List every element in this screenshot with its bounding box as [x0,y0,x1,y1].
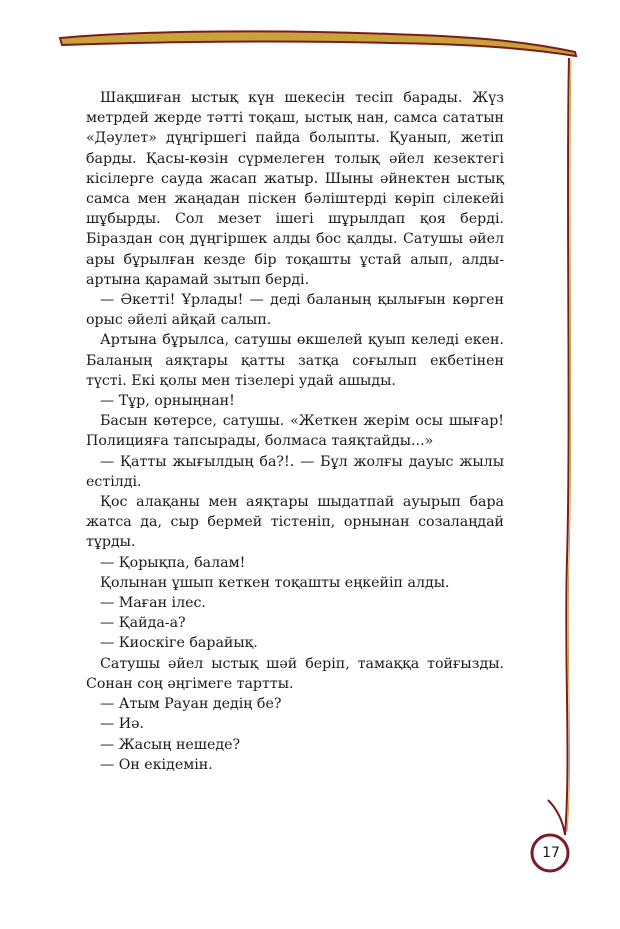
paragraph: — Жасың нешеде? [100,736,241,753]
paragraph: — Маған ілес. [100,595,206,612]
paragraph: Сатушы әйел ыстық шәй беріп, тамаққа тойғызды. Сонан соң әңгімеге тартты. [86,655,504,692]
paragraph: Қолынан ұшып кеткен тоқашты еңкейіп алды. [100,574,450,591]
paragraph: — Тұр, орныңнан! [100,393,235,410]
paragraph: — Қорықпа, балам! [100,554,246,571]
paragraph: — Қайда-а? [100,615,186,632]
paragraph: — Қатты жығылдың ба?!. — Бұл жолғы дауыс жылы естілді. [86,453,504,490]
paragraph: — Он екідемін. [100,756,213,773]
paragraph: — Киоскіге барайық. [100,635,258,652]
right-vertical-line [565,58,569,835]
hook-tail [548,800,565,835]
paragraph: Қос алақаны мен аяқтары шыдатпай ауырып бара жатса да, сыр бермей тістеніп, орнынан созалаңдай тұрды. [86,494,504,551]
paragraph: Артына бұрылса, сатушы өкшелей қуып келеді екен. Баланың аяқтары қатты затқа соғылып екбетінен түсті. Екі қолы мен тізелері удай ашыды. [86,332,504,389]
paragraph: — Әкетті! Ұрлады! — деді баланың қылығын көрген орыс әйелі айқай салып. [86,292,504,329]
page-number: 17 [542,845,560,861]
top-brush-stroke [60,31,576,56]
page-text [86,88,504,775]
paragraph: — Иә. [100,716,144,733]
paragraph: — Атым Рауан дедің бе? [100,696,282,713]
paragraph: Шақшиған ыстық күн шекесін тесіп барады. Жүз метрдей жерде тәтті тоқаш, ыстық нан, самса сататын «Дәулет» дүңгіршегі пайда болыпты. Қуанып, жетіп барды. Қасы-көзін сүрмелеген толық әйел кезектегі кісілерге сауда жасап жатыр. Шыны әйнектен ыстық самса мен жаңадан піскен бәліштерді көріп сілекейі шұбырды. Сол мезет ішегі шұрылдап қоя берді. Біраздан соң дүңгіршек алды бос қалды. Сатушы әйел ары бұрылған кезде бір тоқашты ұстай алып, алды-артына қарамай зытып берді. [86,90,504,288]
paragraph: Басын көтерсе, сатушы. «Жеткен жерім осы шығар! Полицияға тапсырады, болмаса таяқтайды...» [86,413,504,450]
